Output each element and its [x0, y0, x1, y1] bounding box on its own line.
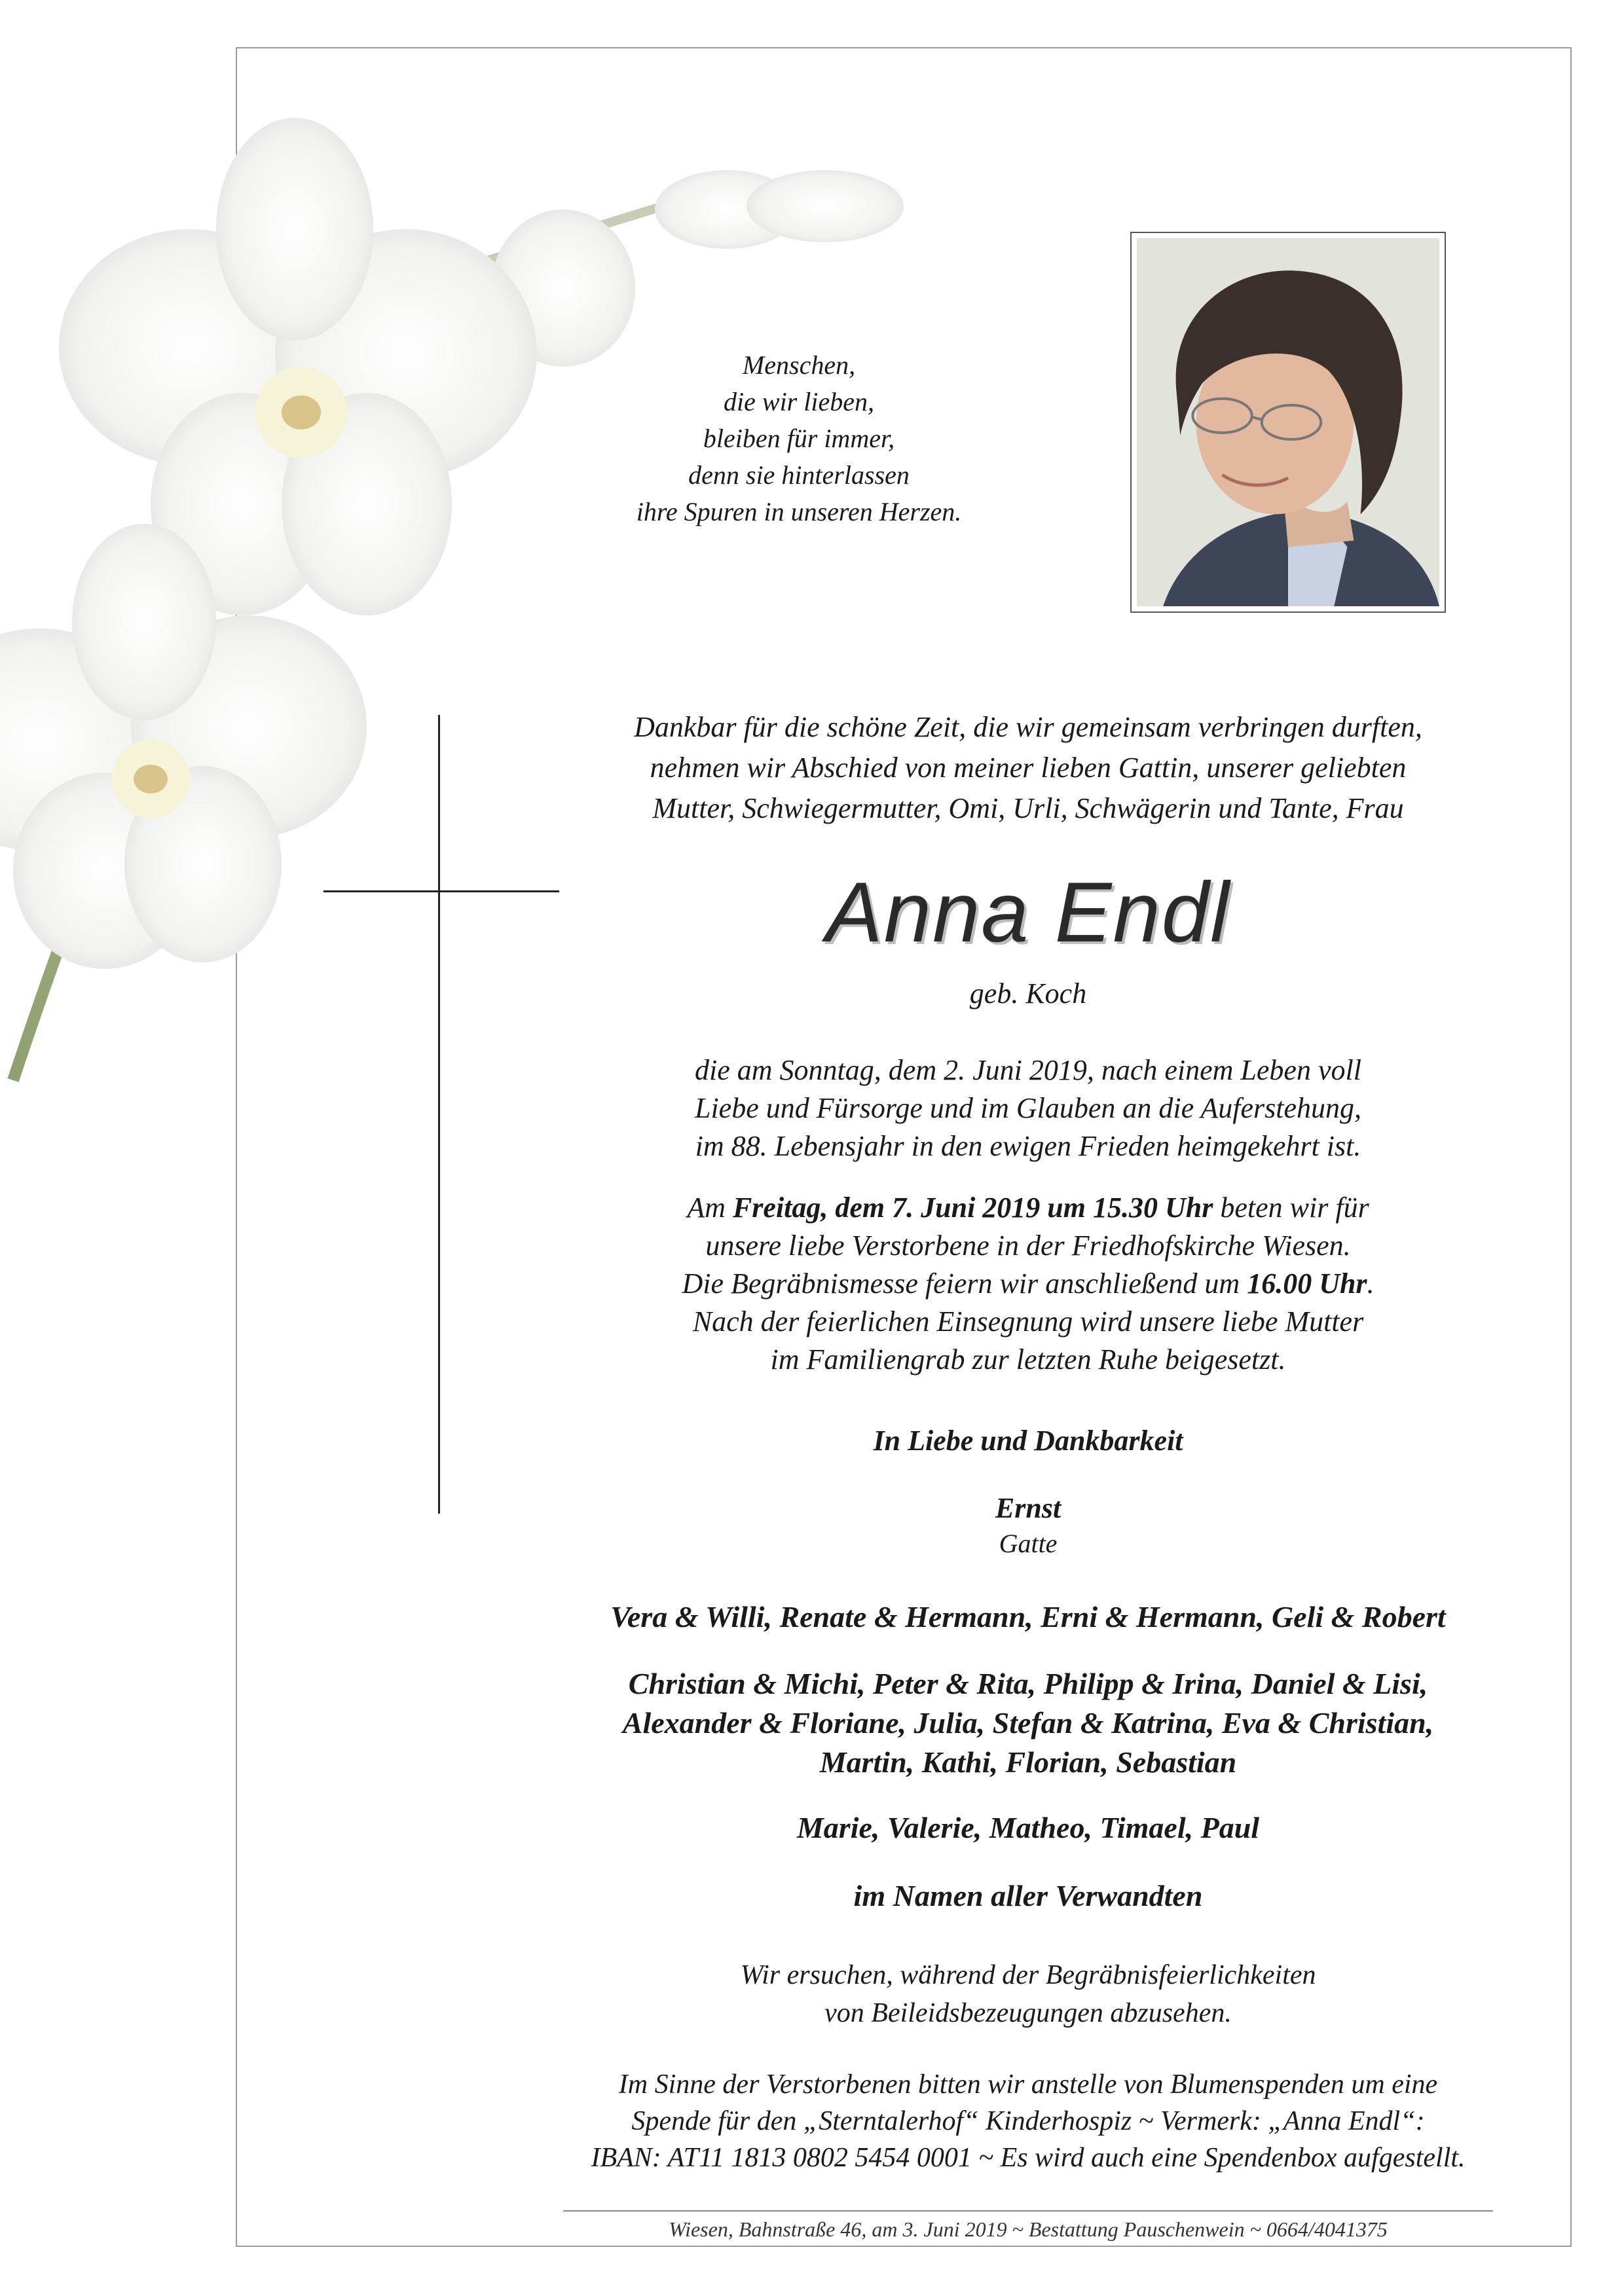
donation-line: IBAN: AT11 1813 0802 5454 0001 ~ Es wird auch eine Spendenbox aufgestellt.	[591, 2143, 1466, 2173]
intro-line: nehmen wir Abschied von meiner lieben Gattin, unserer geliebten	[650, 752, 1407, 784]
cross-icon	[438, 715, 440, 1514]
verse	[550, 347, 1048, 530]
death-notice-line: die am Sonntag, dem 2. Juni 2019, nach einem Leben voll	[695, 1054, 1361, 1086]
ceremony-line: unsere liebe Verstorbene in der Friedhofskirche Wiesen.	[705, 1230, 1351, 1262]
death-notice-line: im 88. Lebensjahr in den ewigen Frieden heimgekehrt ist.	[695, 1130, 1361, 1162]
grandchildren-names	[563, 1664, 1493, 1782]
verse-line: ihre Spuren in unseren Herzen.	[636, 497, 962, 526]
donation-note	[563, 2066, 1493, 2176]
grandchildren-line: Martin, Kathi, Florian, Sebastian	[819, 1745, 1237, 1779]
verse-line: die wir lieben,	[724, 387, 874, 416]
grandchildren-line: Christian & Michi, Peter & Rita, Philipp & Irina, Daniel & Lisi,	[628, 1667, 1428, 1700]
donation-line: Im Sinne der Verstorbenen bitten wir anstelle von Blumenspenden um eine	[618, 2069, 1438, 2100]
intro-line: Mutter, Schwiegermutter, Omi, Urli, Schwägerin und Tante, Frau	[652, 792, 1404, 824]
mass-time: 16.00 Uhr	[1247, 1267, 1367, 1300]
grandchildren-line: Alexander & Floriane, Julia, Stefan & Katrina, Eva & Christian,	[622, 1706, 1434, 1740]
ceremony-text: .	[1367, 1267, 1375, 1300]
ceremony-line	[563, 1265, 1493, 1303]
verse-line: denn sie hinterlassen	[688, 460, 910, 490]
verse-line: bleiben für immer,	[703, 424, 895, 453]
spouse-name: Ernst	[995, 1492, 1061, 1524]
closing-phrase: In Liebe und Dankbarkeit	[873, 1425, 1183, 1457]
intro-line: Dankbar für die schöne Zeit, die wir gemeinsam verbringen durften,	[634, 711, 1422, 743]
great-grandchildren-names: Marie, Valerie, Matheo, Timael, Paul	[796, 1811, 1260, 1844]
ceremony-date: Freitag, dem 7. Juni 2019 um 15.30 Uhr	[732, 1192, 1213, 1224]
children-names: Vera & Willi, Renate & Hermann, Erni & Hermann, Geli & Robert	[610, 1600, 1446, 1633]
request-line: Wir ersuchen, während der Begräbnisfeierlichkeiten	[740, 1960, 1316, 1990]
verse-line: Menschen,	[742, 350, 856, 380]
donation-line: Spende für den „Sterntalerhof“ Kinderhospiz ~ Vermerk: „Anna Endl“:	[631, 2106, 1425, 2136]
deceased-name: Anna Endl	[826, 864, 1230, 960]
ceremony-details	[563, 1189, 1493, 1379]
spouse-role: Gatte	[999, 1529, 1058, 1558]
cross-icon	[323, 890, 559, 892]
intro-text	[563, 707, 1493, 829]
death-notice-line: Liebe und Fürsorge und im Glauben an die Auferstehung,	[694, 1092, 1361, 1124]
ceremony-line: im Familiengrab zur letzten Ruhe beigesetzt.	[770, 1343, 1286, 1376]
footer-text: Wiesen, Bahnstraße 46, am 3. Juni 2019 ~ Bestattung Pauschenwein ~ 0664/4041375	[669, 2217, 1388, 2241]
ceremony-line	[563, 1189, 1493, 1227]
ceremony-line: Nach der feierlichen Einsegnung wird unsere liebe Mutter	[692, 1305, 1364, 1338]
portrait-photo	[1130, 232, 1446, 613]
ceremony-text: beten wir für	[1213, 1192, 1369, 1224]
ceremony-text: Am	[687, 1192, 733, 1224]
relatives-note: im Namen aller Verwandten	[853, 1879, 1203, 1912]
condolence-request	[563, 1956, 1493, 2032]
death-notice	[563, 1051, 1493, 1165]
birth-name: geb. Koch	[969, 977, 1087, 1010]
footer-divider	[563, 2210, 1493, 2212]
ceremony-text: Die Begräbnismesse feiern wir anschließend um	[682, 1267, 1247, 1300]
request-line: von Beileidsbezeugungen abzusehen.	[824, 1998, 1232, 2028]
